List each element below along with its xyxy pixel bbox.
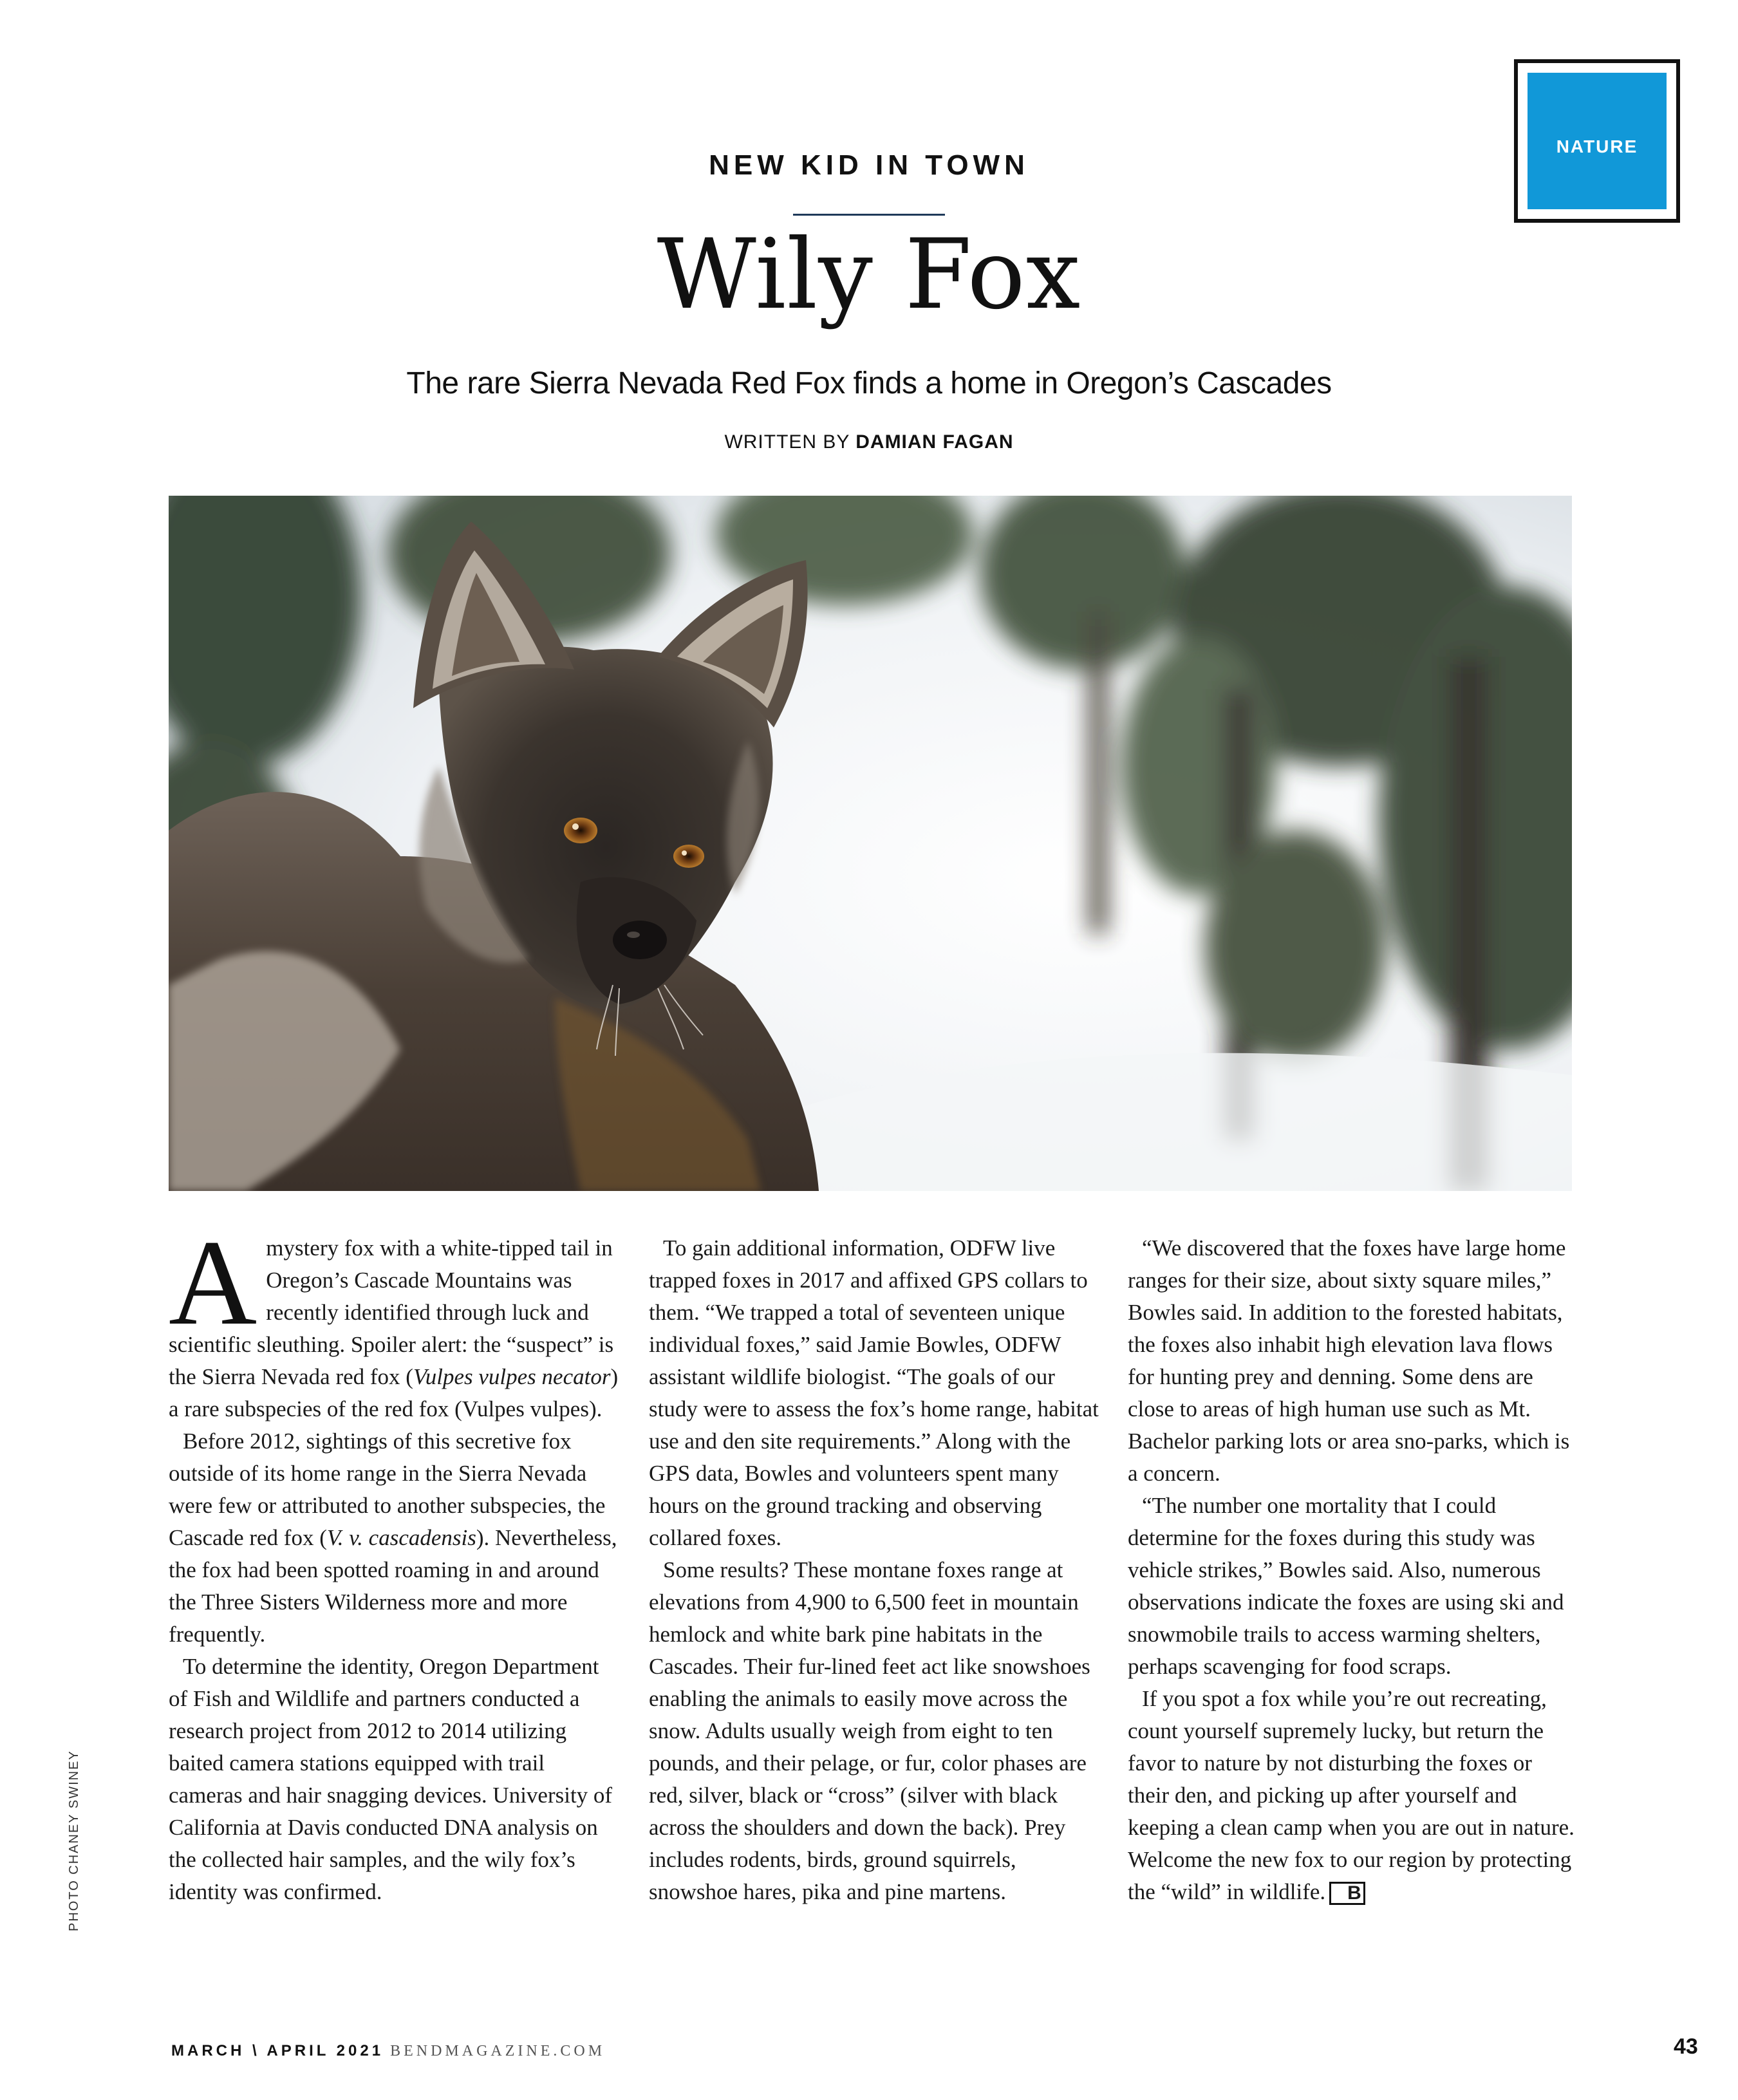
paragraph — [169, 1215, 619, 1425]
article-column-3 — [1128, 1232, 1578, 1908]
section-tag — [1514, 59, 1680, 223]
paragraph: To determine the identity, Oregon Department of Fish and Wildlife and partners conducted a research project from 2012 to 2014 utilizing baited camera stations equipped with trail cameras and hair snagging devices. University of California at Davis conducted DNA analysis on the collected hair samples, and the wily fox’s identity was confirmed. — [169, 1654, 613, 1904]
paragraph: Some results? These montane foxes range at elevations from 4,900 to 6,500 feet in mountain hemlock and white bark pine habitats in the Cascades. Their fur-lined feet act like snowshoes enabling the animals to easily move across the snow. Adults usually weigh from eight to ten pounds, and their pelage, or fur, color phases are red, silver, black or “cross” (silver with black across the shoulders and down the back). Prey includes rodents, birds, ground squirrels, snowshoe hares, pika and pine martens. — [649, 1557, 1090, 1904]
paragraph-text: ). Nevertheless, the fox had been spotted roaming in and around the Three Sisters Wilderness more and more frequently. — [169, 1525, 617, 1647]
species-name: Vulpes vulpes necator — [413, 1364, 611, 1389]
paragraph-text: mystery fox with a white-tipped tail in Oregon’s Cascade Mountains was recently identified through luck and scientific sleuthing. Spoiler alert: the “suspect” is the Sierra Nevada red fox ( — [169, 1235, 614, 1389]
byline-prefix: WRITTEN BY — [724, 431, 856, 453]
photo-credit: PHOTO CHANEY SWINEY — [67, 1750, 81, 1931]
kicker-divider — [793, 214, 945, 216]
paragraph — [169, 1425, 619, 1651]
byline-author: DAMIAN FAGAN — [855, 431, 1014, 453]
paragraph: To gain additional information, ODFW live trapped foxes in 2017 and affixed GPS collars to them. “We trapped a total of seventeen unique individual foxes,” said Jamie Bowles, ODFW assistant wildlife biologist. “The goals of our study were to assess the fox’s home range, habitat use and den site requirements.” Along with the GPS data, Bowles and volunteers spent many hours on the ground tracking and observing collared foxes. — [649, 1235, 1099, 1550]
article-column-2 — [649, 1232, 1099, 1908]
species-name: V. v. cascadensis — [326, 1525, 476, 1550]
drop-cap: A — [169, 1215, 257, 1351]
kicker: NEW KID IN TOWN — [709, 149, 1029, 181]
paragraph-text: If you spot a fox while you’re out recreating, count yourself supremely lucky, but return the favor to nature by not disturbing the foxes or their den, and picking up after yourself and keeping a clean camp when you are out in nature. Welcome the new fox to our region by protecting the “wild” in wildlife. — [1128, 1686, 1574, 1904]
paragraph: “The number one mortality that I could determine for the foxes during this study was vehicle strikes,” Bowles said. Also, numerous observations indicate the foxes are using ski and snowmobile trails to access warming shelters, perhaps scavenging for food scraps. — [1128, 1493, 1564, 1679]
byline — [0, 431, 1738, 453]
section-tag-label: NATURE — [1556, 136, 1638, 156]
page-number: 43 — [1674, 2034, 1698, 2059]
end-mark-icon: B — [1329, 1882, 1365, 1905]
footer — [171, 2042, 605, 2060]
subtitle: The rare Sierra Nevada Red Fox finds a home in Oregon’s Cascades — [406, 366, 1332, 400]
site-url: BENDMAGAZINE.COM — [390, 2043, 606, 2059]
section-tag-fill — [1524, 70, 1670, 212]
paragraph — [1128, 1683, 1578, 1908]
paragraph: “We discovered that the foxes have large home ranges for their size, about sixty square miles,” Bowles said. In addition to the forested habitats, the foxes also inhabit high elevation lava flows for hunting prey and denning. Some dens are close to areas of high human use such as Mt. Bachelor parking lots or area sno-parks, which is a concern. — [1128, 1235, 1570, 1486]
article-column-1 — [169, 1215, 619, 1908]
paragraph-text: ) a rare subspecies of the red fox (Vulpes vulpes). — [169, 1364, 619, 1421]
issue-date: MARCH \ APRIL 2021 — [171, 2042, 384, 2059]
fox-illustration — [169, 496, 1572, 1191]
page-title: Wily Fox — [657, 219, 1081, 331]
hero-photo — [169, 496, 1572, 1191]
paragraph-text: Before 2012, sightings of this secretive fox outside of its home range in the Sierra Nevada were few or attributed to another subspecies, the Cascade red fox ( — [169, 1429, 606, 1550]
